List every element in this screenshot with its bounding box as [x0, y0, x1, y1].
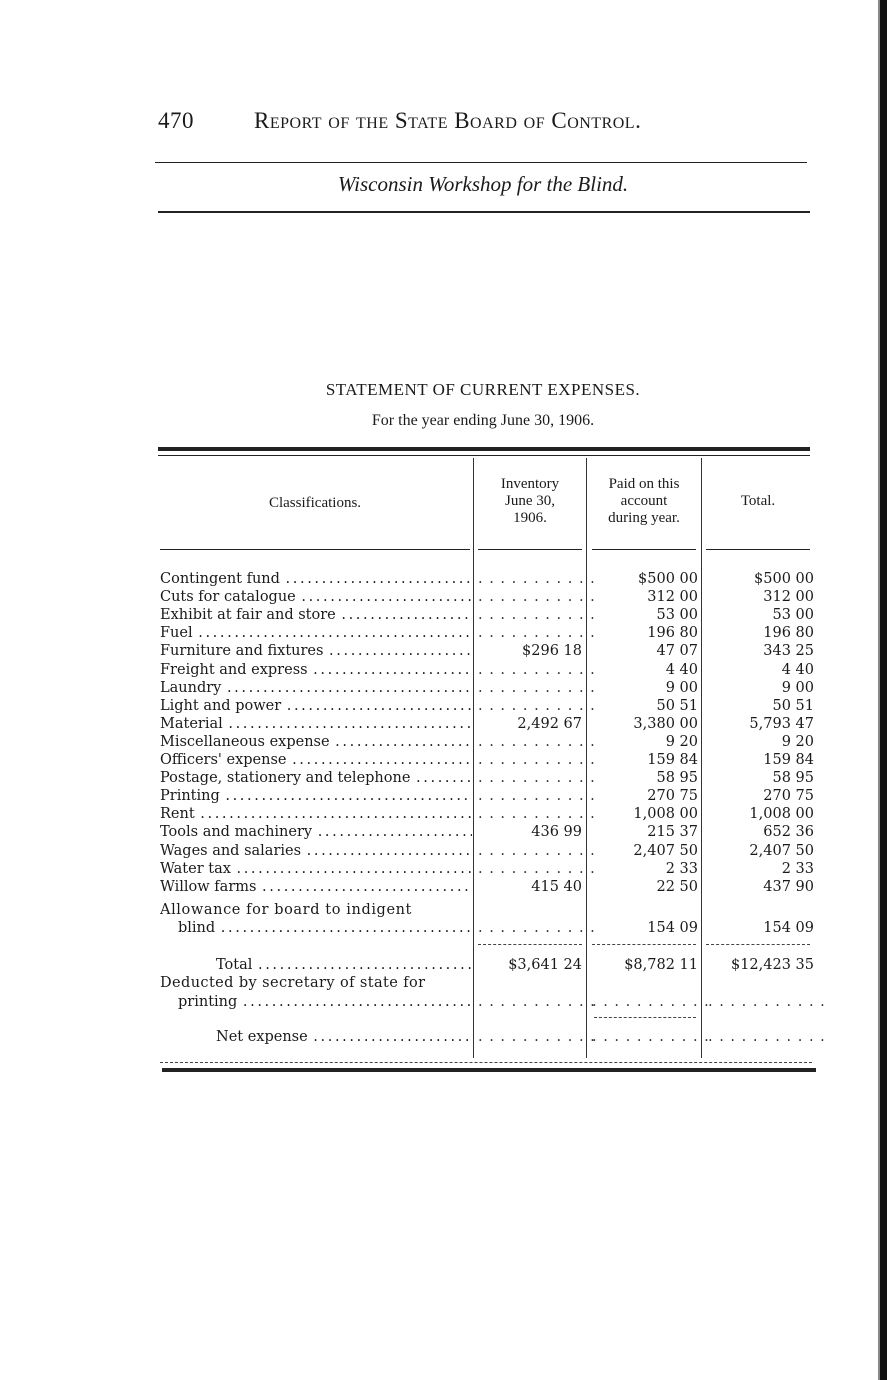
row-paid: 47 07 [656, 643, 698, 660]
row-total: 5,793 47 [749, 715, 814, 732]
row-total: 50 51 [772, 697, 814, 714]
row-paid: 196 80 [647, 625, 698, 642]
row-label: Water tax . . . [160, 860, 472, 878]
row-inventory: . . . . . . . . . . . [478, 661, 596, 678]
total-separator-c2 [592, 944, 696, 945]
row-inventory: . . . . . . . . . . . [478, 589, 596, 606]
table-row [160, 570, 815, 588]
header-paid-line1: Paid on this [608, 476, 680, 492]
page-edge-shadow [880, 0, 887, 1380]
section-title: Wisconsin Workshop for the Blind. [337, 172, 629, 196]
row-label: Wages and salaries . . . [160, 842, 472, 860]
row-inventory: . . . . . . . . . . . [478, 697, 596, 714]
table-row [160, 661, 815, 679]
table-row-allowance [160, 901, 815, 919]
row-paid: 159 84 [647, 752, 698, 768]
row-paid: 50 51 [656, 697, 698, 714]
header-rule-c1 [478, 549, 582, 550]
total-separator-c1 [478, 944, 582, 945]
row-total: 2 33 [781, 860, 814, 877]
row-label: Miscellaneous expense . . . [160, 733, 472, 751]
total-inventory: $3,641 24 [508, 957, 582, 973]
row-total: 652 36 [763, 824, 814, 841]
page-number: 470 [158, 108, 194, 133]
row-paid: 1,008 00 [633, 806, 698, 823]
table-row [160, 842, 815, 860]
row-paid: 3,380 00 [633, 715, 698, 732]
row-label: Tools and machinery . . . [160, 823, 472, 841]
header-inventory-line2: June 30, [505, 493, 555, 509]
row-total: 196 80 [763, 625, 814, 642]
deducted-label-line1: Deducted by secretary of state for [160, 975, 426, 991]
header-paid-line3: during year. [608, 510, 680, 526]
table-row [160, 787, 815, 805]
table-row [160, 588, 815, 606]
net-inventory: . . . . . . . . . . . [478, 1029, 596, 1045]
table-row-total [160, 956, 815, 974]
header-rule [155, 162, 807, 163]
total-paid: $8,782 11 [624, 957, 698, 973]
statement-subtitle: For the year ending June 30, 1906. [371, 412, 595, 429]
row-label: Furniture and fixtures . . . [160, 642, 472, 660]
header-total: Total. [740, 493, 776, 509]
row-inventory: . . . . . . . . . . . [478, 788, 596, 805]
row-total: 4 40 [781, 661, 814, 678]
header-inventory [476, 476, 584, 527]
row-inventory: . . . . . . . . . . . [478, 679, 596, 696]
row-paid: 215 37 [647, 824, 698, 841]
row-total: 9 00 [781, 679, 814, 696]
row-inventory: . . . . . . . . . . . [478, 842, 596, 859]
net-total: . . . . . . . . . . . [708, 1029, 826, 1045]
row-paid: 2 33 [665, 860, 698, 877]
row-total: 9 20 [781, 733, 814, 750]
deducted-total: . . . . . . . . . . . [708, 994, 826, 1010]
row-inventory: . . . . . . . . . . . [478, 625, 596, 642]
row-paid: 9 00 [665, 679, 698, 696]
header-rule-c2 [592, 549, 696, 550]
row-paid: 58 95 [656, 770, 698, 787]
deducted-inventory: . . . . . . . . . . . [478, 994, 596, 1010]
row-inventory: 2,492 67 [517, 715, 582, 732]
row-total: 2,407 50 [749, 842, 814, 859]
table-bottom-rule [162, 1068, 816, 1072]
row-label: Cuts for catalogue . . . [160, 588, 472, 606]
row-inventory: . . . . . . . . . . . [478, 752, 596, 768]
table-row [160, 697, 815, 715]
row-label: Rent . . . [160, 805, 472, 823]
row-paid: 53 00 [656, 607, 698, 624]
row-paid: 22 50 [656, 878, 698, 895]
table-row [160, 751, 815, 769]
header-rule-c3 [706, 549, 810, 550]
net-label: Net expense . . . [216, 1028, 472, 1046]
row-inventory: . . . . . . . . . . . [478, 770, 596, 787]
row-paid: 9 20 [665, 733, 698, 750]
table-row [160, 769, 815, 787]
row-paid: 312 00 [647, 589, 698, 606]
table-top-rule [158, 447, 810, 451]
header-inventory-line1: Inventory [500, 476, 560, 492]
total-total: $12,423 35 [730, 957, 814, 973]
header-paid [588, 476, 700, 527]
row-inventory: . . . . . . . . . . . [478, 607, 596, 624]
row-label: Officers' expense . . . [160, 751, 472, 769]
table-row-deducted [160, 974, 815, 992]
deducted-paid: . . . . . . . . . . . [592, 994, 710, 1010]
row-inventory: . . . . . . . . . . . [478, 806, 596, 823]
row-inventory: 415 40 [531, 878, 582, 895]
table-row [160, 805, 815, 823]
row-total: 312 00 [763, 589, 814, 606]
allowance-inventory: . . . . . . . . . . . [478, 920, 596, 936]
row-label: Printing . . . [160, 787, 472, 805]
running-title: Report of the State Board of Control. [254, 108, 642, 133]
row-paid: 2,407 50 [633, 842, 698, 859]
allowance-total: 154 09 [763, 920, 814, 936]
page-edge-line [878, 0, 880, 1380]
row-total: 1,008 00 [749, 806, 814, 823]
row-inventory: 436 99 [531, 824, 582, 841]
row-label: Willow farms . . . [160, 878, 472, 896]
table-row [160, 823, 815, 841]
row-label: Light and power . . . [160, 697, 472, 715]
allowance-label-line2: blind . . . [178, 919, 472, 937]
table-row-allowance-cont [160, 919, 815, 937]
table-row [160, 624, 815, 642]
row-label: Exhibit at fair and store . . . [160, 606, 472, 624]
table-row [160, 642, 815, 660]
table-row [160, 860, 815, 878]
table-row [160, 606, 815, 624]
row-label: Freight and express . . . [160, 661, 472, 679]
row-inventory: . . . . . . . . . . . [478, 733, 596, 750]
table-row [160, 733, 815, 751]
table-row-deducted-cont [160, 993, 826, 1011]
row-label: Postage, stationery and telephone . . . [160, 769, 472, 787]
header-inventory-line3: 1906. [513, 510, 547, 526]
row-inventory: . . . . . . . . . . . [478, 860, 596, 877]
row-label: Laundry . . . [160, 679, 472, 697]
section-rule [158, 211, 810, 213]
allowance-paid: 154 09 [647, 920, 698, 936]
row-total: 270 75 [763, 788, 814, 805]
row-inventory: $296 18 [522, 643, 582, 660]
net-separator-c2 [594, 1017, 696, 1018]
row-total: $500 00 [754, 571, 814, 587]
row-label: Contingent fund . . . [160, 570, 472, 588]
row-total: 53 00 [772, 607, 814, 624]
header-rule-c0 [160, 549, 470, 550]
header-paid-line2: account [620, 493, 668, 509]
net-paid: . . . . . . . . . . . [592, 1029, 710, 1045]
running-header [158, 108, 718, 138]
row-label: Fuel . . . [160, 624, 472, 642]
row-label: Material . . . [160, 715, 472, 733]
row-total: 159 84 [763, 752, 814, 768]
table-row-net [160, 1028, 826, 1046]
table-row [160, 679, 815, 697]
row-paid: 270 75 [647, 788, 698, 805]
header-classifications: Classifications. [268, 495, 362, 511]
table-row [160, 715, 815, 733]
total-separator-c3 [706, 944, 810, 945]
deducted-label-line2: printing . . . [178, 993, 472, 1011]
row-paid: $500 00 [638, 571, 698, 587]
table-top-rule-thin [158, 455, 810, 456]
total-label: Total . . . [216, 956, 472, 974]
row-total: 58 95 [772, 770, 814, 787]
row-inventory: . . . . . . . . . . . [478, 571, 596, 587]
table-bottom-dash [160, 1062, 812, 1063]
row-total: 437 90 [763, 878, 814, 895]
table-row [160, 878, 815, 896]
row-paid: 4 40 [665, 661, 698, 678]
statement-title: STATEMENT OF CURRENT EXPENSES. [325, 380, 641, 399]
allowance-label-line1: Allowance for board to indigent [160, 902, 412, 918]
row-total: 343 25 [763, 643, 814, 660]
